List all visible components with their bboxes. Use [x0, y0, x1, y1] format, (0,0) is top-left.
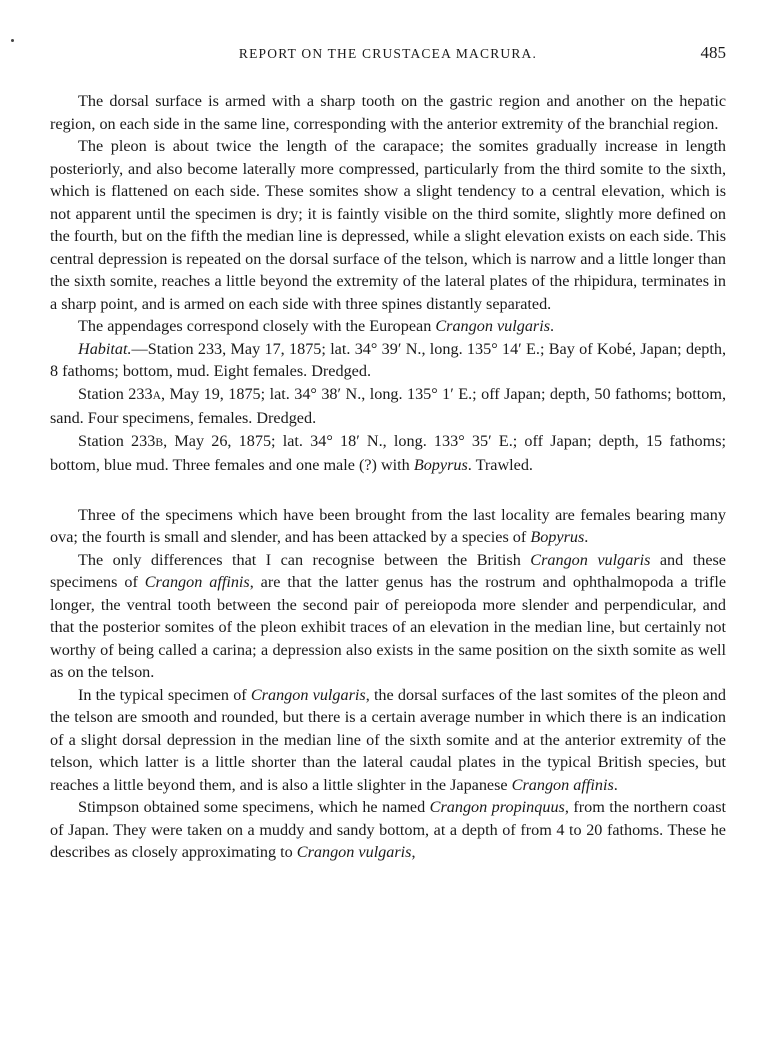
- genus-name: Bopyrus: [530, 528, 585, 546]
- running-title: REPORT ON THE CRUSTACEA MACRURA.: [238, 46, 538, 61]
- page-header: [50, 38, 726, 62]
- genus-name: Bopyrus: [413, 456, 468, 474]
- paragraph-appendages: The appendages correspond closely with the European Crangon vulgaris.: [78, 317, 555, 335]
- species-name: Crangon vulgaris: [530, 550, 651, 569]
- species-name: Crangon vulgaris: [435, 317, 551, 335]
- section-gap: [50, 477, 726, 504]
- species-name: Crangon affinis: [144, 573, 250, 591]
- species-name: Crangon vulgaris: [250, 685, 366, 704]
- paragraph-habitat: Habitat.—Station 233, May 17, 1875; lat. 34° 39′ N., long. 135° 14′ E.; Bay of Kobé, Japan; depth, 8 fathoms; bottom, mud. Eight females. Dredged.: [50, 339, 726, 380]
- species-name: Crangon propinquus: [429, 798, 565, 816]
- species-name: Crangon affinis: [511, 775, 614, 794]
- margin-speck: [11, 39, 14, 42]
- species-name: Crangon vulgaris: [296, 843, 412, 861]
- body-text: [50, 90, 726, 864]
- document-page: [50, 38, 726, 864]
- page-number: 485: [700, 43, 726, 62]
- paragraph-typical-specimen: In the typical specimen of Crangon vulgaris, the dorsal surfaces of the last somites of the pleon and the telson are smooth and rounded, but there is a certain average number in which there is an indication of a slight dorsal depression in the median line of the sixth somite and at the anterior extremity of the telson, which latter is a little shorter than the lateral caudal plates in the typical British species, but reaches a little beyond them, and is also a little slighter in the Japanese Crangon affinis.: [50, 685, 726, 794]
- paragraph-station-233b: Station 233B, May 26, 1875; lat. 34° 18′ N., long. 133° 35′ E.; off Japan; depth, 15 fathoms; bottom, blue mud. Three females and one male (?) with Bopyrus. Trawled.: [50, 431, 726, 474]
- paragraph-specimens: Three of the specimens which have been brought from the last locality are females bearing many ova; the fourth is small and slender, and has been attacked by a species of Bopyrus.: [50, 505, 726, 546]
- habitat-label: Habitat.: [78, 339, 132, 358]
- paragraph-stimpson: Stimpson obtained some specimens, which he named Crangon propinquus, from the northern coast of Japan. They were taken on a muddy and sandy bottom, at a depth of from 4 to 20 fathoms. These he describes as closely approximating to Crangon vulgaris,: [50, 798, 727, 861]
- paragraph-differences: The only differences that I can recognise between the British Crangon vulgaris and these specimens of Crangon affinis, are that the latter genus has the rostrum and ophthalmopoda a trifle longer, the ventral tooth between the second pair of pereiopoda more slender and perpendicular, and that the posterior somites of the pleon exhibit traces of an elevation in the median line, but certainly not worthy of being called a carina; a depression also exists in the same position on the sixth somite as well as on the telson.: [50, 550, 726, 681]
- paragraph-pleon: The pleon is about twice the length of the carapace; the somites gradually increase in length posteriorly, and also become laterally more compressed, particularly from the third somite to the sixth, which is flattened on each side. These somites show a slight tendency to a central elevation, which is not apparent until the specimen is dry; it is faintly visible on the third somite, slightly more defined on the fourth, but on the fifth the median line is depressed, while a slight elevation exists on each side. This central depression is repeated on the dorsal surface of the telson, which is narrow and a little longer than the sixth somite, reaches a little beyond the extremity of the lateral plates of the rhipidura, terminates in a sharp point, and is armed on each side with three spines distantly separated.: [50, 137, 726, 313]
- paragraph-dorsal-surface: The dorsal surface is armed with a sharp tooth on the gastric region and another on the hepatic region, on each side in the same line, corresponding with the anterior extremity of the branchial region.: [50, 92, 726, 133]
- paragraph-station-233a: Station 233A, May 19, 1875; lat. 34° 38′ N., long. 135° 1′ E.; off Japan; depth, 50 fathoms; bottom, sand. Four specimens, females. Dredged.: [50, 384, 726, 427]
